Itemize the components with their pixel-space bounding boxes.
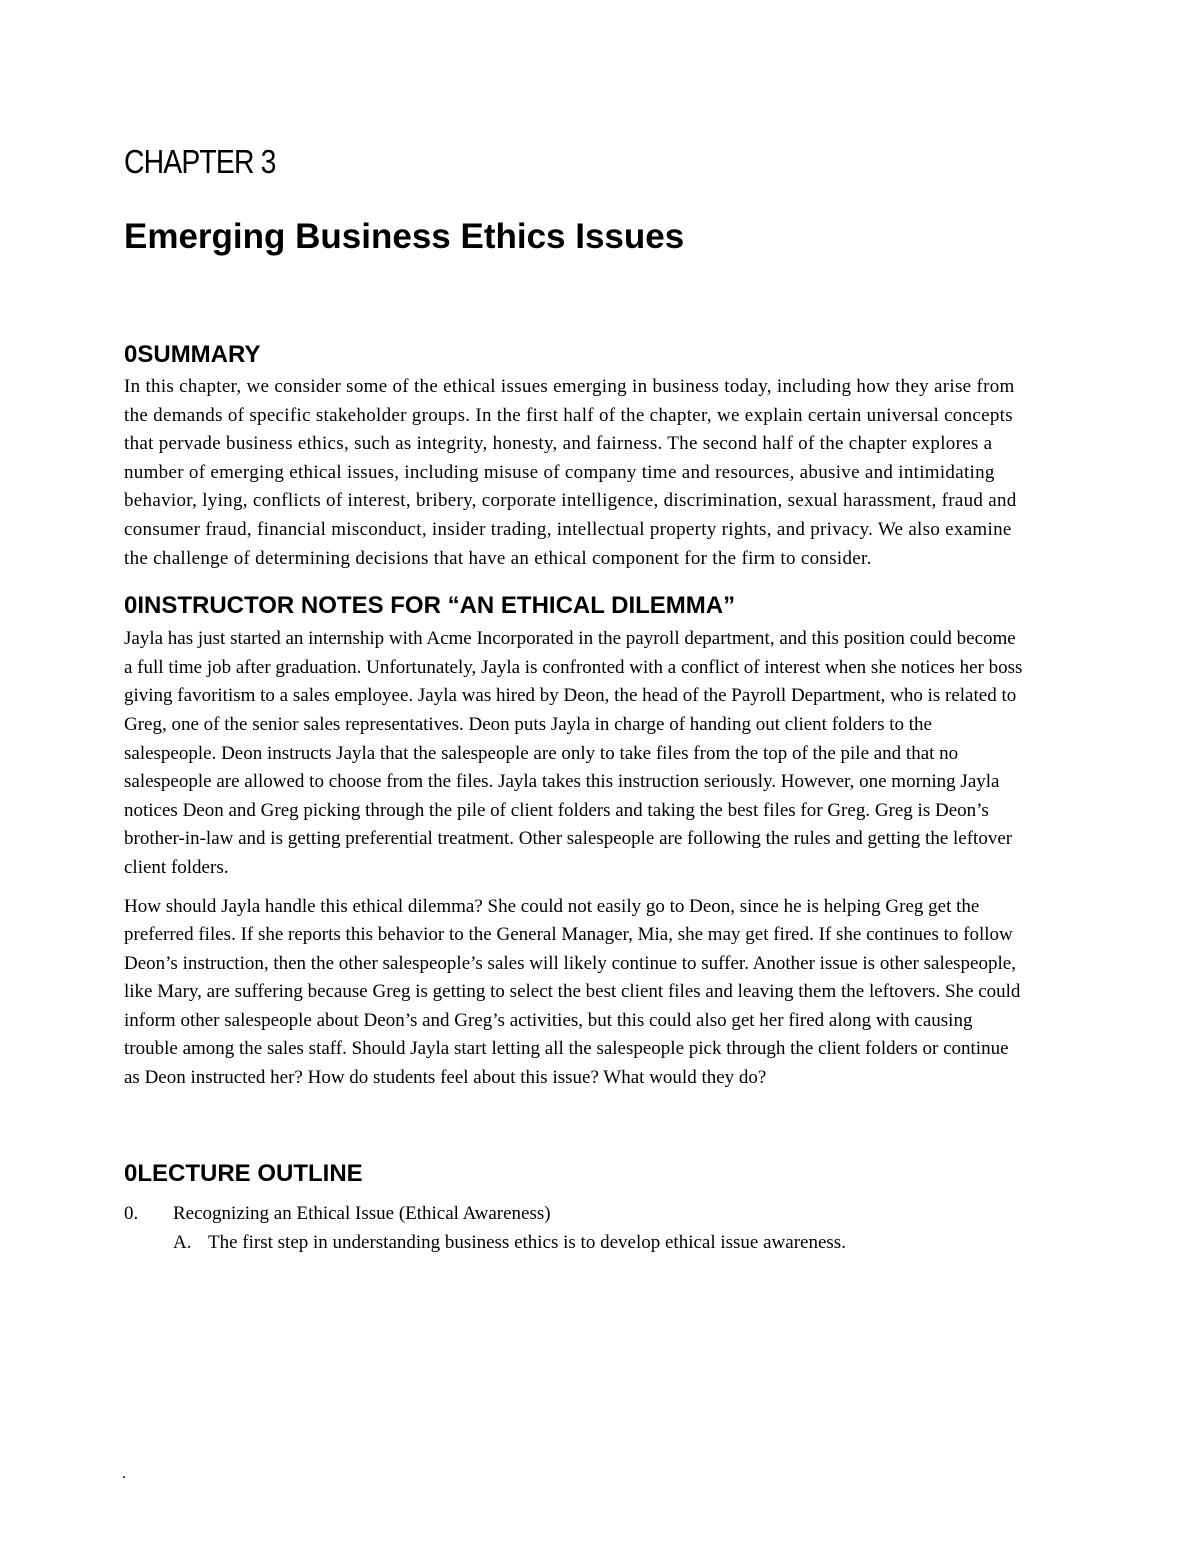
summary-heading: 0SUMMARY bbox=[124, 341, 261, 368]
lecture-outline-list bbox=[124, 1199, 1024, 1257]
summary-paragraph: In this chapter, we consider some of the ethical issues emerging in business today, including how they arise from the demands of specific stakeholder groups. In the first half of the chapter, we explain certain universal concepts that pervade business ethics, such as integrity, honesty, and fairness. The second half of the chapter explores a number of emerging ethical issues, including misuse of company time and resources, abusive and intimidating behavior, lying, conflicts of interest, bribery, corporate intelligence, discrimination, sexual harassment, fraud and consumer fraud, financial misconduct, insider trading, intellectual property rights, and privacy. We also examine the challenge of determining decisions that have an ethical component for the firm to consider. bbox=[124, 376, 1017, 569]
dilemma-paragraph-2: How should Jayla handle this ethical dilemma? She could not easily go to Deon, since he is helping Greg get the preferred files. If she reports this behavior to the General Manager, Mia, she may get fired. If she continues to follow Deon’s instruction, then the other salespeople’s sales will likely continue to suffer. Another issue is other salespeople, like Mary, are suffering because Greg is getting to select the best client files and leaving them the leftovers. She could inform other salespeople about Deon’s and Greg’s activities, but this could also get her fired along with causing trouble among the sales staff. Should Jayla start letting all the salespeople pick through the client folders or continue as Deon instructed her? How do students feel about this issue? What would they do? bbox=[124, 895, 1021, 1089]
outline-subitem bbox=[173, 1228, 1024, 1257]
outline-subitem-text: The first step in understanding business ethics is to develop ethical issue awareness. bbox=[208, 1231, 846, 1253]
lecture-outline-heading: 0LECTURE OUTLINE bbox=[124, 1159, 363, 1187]
dilemma-paragraph-1: Jayla has just started an internship with Acme Incorporated in the payroll department, and this position could become a full time job after graduation. Unfortunately, Jayla is confronted with a conflict of interest when she notices her boss giving favoritism to a sales employee. Jayla was hired by Deon, the head of the Payroll Department, who is related to Greg, one of the senior sales representatives. Deon puts Jayla in charge of handing out client folders to the salespeople. Deon instructs Jayla that the salespeople are only to take files from the top of the pile and that no salespeople are allowed to choose from the files. Jayla takes this instruction seriously. However, one morning Jayla notices Deon and Greg picking through the pile of client folders and taking the best files for Greg. Greg is Deon’s brother-in-law and is getting preferential treatment. Other salespeople are following the rules and getting the leftover client folders. bbox=[124, 628, 1023, 878]
instructor-notes-heading: 0INSTRUCTOR NOTES FOR “AN ETHICAL DILEMMA” bbox=[124, 592, 736, 620]
footer-mark: . bbox=[122, 1465, 126, 1482]
outline-item bbox=[124, 1199, 1024, 1228]
outline-item-text: Recognizing an Ethical Issue (Ethical Awareness) bbox=[173, 1202, 551, 1224]
outline-subitem-marker: A. bbox=[173, 1231, 192, 1253]
chapter-label: CHAPTER 3 bbox=[124, 143, 276, 180]
page-content bbox=[124, 140, 1024, 1257]
chapter-title: Emerging Business Ethics Issues bbox=[124, 217, 685, 256]
outline-item-number: 0. bbox=[124, 1202, 139, 1224]
